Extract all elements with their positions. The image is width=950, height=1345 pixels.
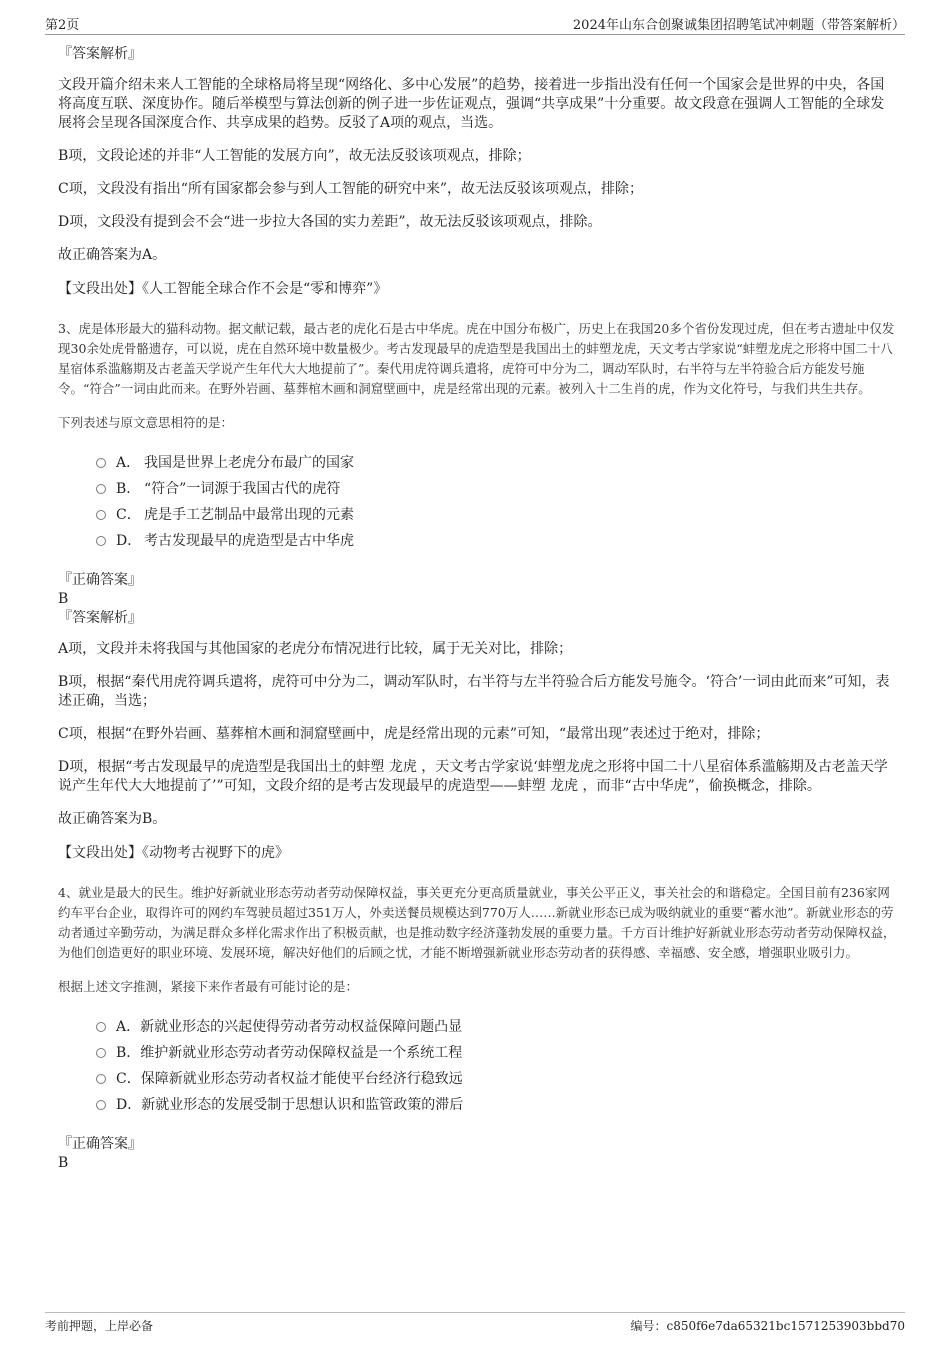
q2-analysis-paragraph: D项，文段没有提到会不会“进一步拉大各国的实力差距”，故无法反驳该项观点，排除。 (58, 214, 602, 230)
option-text: 我国是世界上老虎分布最广的国家 (144, 455, 354, 471)
option-letter: A． (116, 455, 141, 471)
radio-icon[interactable] (96, 458, 106, 468)
q3-analysis-paragraph: A项，文段并未将我国与其他国家的老虎分布情况进行比较，属于无关对比，排除； (58, 641, 573, 657)
page-footer (45, 1312, 905, 1338)
q3-analysis-paragraph: B项，根据“秦代用虎符调兵遣将，虎符可中分为二，调动军队时，右半符与左半符验合后方能发号施令。‘符合’一词由此而来”可知，表述正确，当选； (58, 674, 890, 709)
document-code: 编号：c850f6e7da65321bc1571253903bbd70 (630, 1319, 905, 1333)
q4-option-d[interactable] (96, 1095, 896, 1121)
q4-answer-label: 『正确答案』 (58, 1136, 142, 1152)
q4-stem: 4、就业是最大的民生。维护好新就业形态劳动者劳动保障权益，事关更充分更高质量就业，事关公平正义，事关社会的和谐稳定。全国目前有236家网约车平台企业，取得许可的网约车驾驶员超过351万人，外卖送餐员规模达到770万人……新就业形态已成为吸纳就业的重要“蓄水池”。新就业形态的劳动者通过辛勤劳动，为满足群众多样化需求作出了积极贡献，也是推动数字经济蓬勃发展的重要力量。千方百计维护好新就业形态劳动者劳动保障权益，为他们创造更好的职业环境、发展环境，解决好他们的后顾之忧，才能不断增强新就业形态劳动者的获得感、幸福感、安全感，增强职业吸引力。 (58, 885, 896, 960)
q4-options (96, 1017, 896, 1121)
option-text: 新就业形态的兴起使得劳动者劳动权益保障问题凸显 (140, 1019, 463, 1035)
option-letter: C． (116, 1071, 141, 1087)
radio-icon[interactable] (96, 1074, 106, 1084)
option-text: 新就业形态的发展受制于思想认识和监管政策的滞后 (141, 1097, 464, 1113)
option-letter: A． (116, 1019, 141, 1035)
option-text: 保障新就业形态劳动者权益才能使平台经济行稳致远 (140, 1071, 463, 1087)
q3-stem: 3、虎是体形最大的猫科动物。据文献记载，最古老的虎化石是古中华虎。虎在中国分布极广，历史上在我国20多个省份发现过虎，但在考古遗址中仅发现30余处虎骨骼遗存，可以说，虎在自然环境中数量极少。考古发现最早的虎造型是我国出土的蚌塑龙虎，天文考古学家说“蚌塑龙虎之形将中国二十八星宿体系滥觞期及古老盖天学说产生年代大大地提前了”。秦代用虎符调兵遣将，虎符可中分为二，调动军队时，右半符与左半符验合后方能发号施令。“符合”一词由此而来。在野外岩画、墓葬棺木画和洞窟壁画中，虎是经常出现的元素。被列入十二生肖的虎，作为文化符号，与我们共生共存。 (58, 321, 895, 396)
q3-analysis-label: 『答案解析』 (58, 610, 142, 626)
q2-source: 【文段出处】《人工智能全球合作不会是“零和博弈”》 (58, 281, 388, 297)
document-body (58, 44, 896, 1173)
option-text: “符合”一词源于我国古代的虎符 (144, 481, 341, 497)
radio-icon[interactable] (96, 1022, 106, 1032)
radio-icon[interactable] (96, 484, 106, 494)
q2-analysis-paragraph: 文段开篇介绍未来人工智能的全球格局将呈现“网络化、多中心发展”的趋势，接着进一步指出没有任何一个国家会是世界的中央，各国将高度互联、深度协作。随后举模型与算法创新的例子进一步佐证观点，强调“共享成果”十分重要。故文段意在强调人工智能的全球发展将会呈现各国深度合作、共享成果的趋势。反驳了A项的观点，当选。 (58, 77, 885, 131)
option-letter: B． (116, 481, 141, 497)
q2-analysis-paragraph: C项，文段没有指出“所有国家都会参与到人工智能的研究中来”，故无法反驳该项观点，排除； (58, 181, 644, 197)
document-title: 2024年山东合创聚诚集团招聘笔试冲刺题（带答案解析） (572, 18, 905, 33)
option-text: 考古发现最早的虎造型是古中华虎 (144, 533, 354, 549)
option-text: 维护新就业形态劳动者劳动保障权益是一个系统工程 (140, 1045, 463, 1061)
q3-option-d[interactable] (96, 531, 896, 557)
q4-option-c[interactable] (96, 1069, 896, 1095)
q3-analysis-paragraph: D项，根据“考古发现最早的虎造型是我国出土的蚌塑 龙虎 ，天文考古学家说‘蚌塑龙虎之形将中国二十八星宿体系滥觞期及古老盖天学说产生年代大大地提前了’”可知，文段介绍的是考古发现最早的虎造型——蚌塑 龙虎 ，而非“古中华虎”，偷换概念，排除。 (58, 759, 888, 794)
radio-icon[interactable] (96, 536, 106, 546)
page-number: 第2页 (45, 18, 80, 33)
option-letter: D． (116, 533, 142, 549)
q4-prompt: 根据上述文字推测，紧接下来作者最有可能讨论的是： (58, 979, 359, 994)
q2-analysis-paragraph: B项，文段论述的并非“人工智能的发展方向”，故无法反驳该项观点，排除； (58, 148, 531, 164)
radio-icon[interactable] (96, 1100, 106, 1110)
q3-answer: B (58, 591, 69, 607)
q2-analysis-label: 『答案解析』 (58, 46, 142, 62)
q3-prompt: 下列表述与原文意思相符的是： (58, 415, 234, 430)
q3-option-b[interactable] (96, 479, 896, 505)
q3-source: 【文段出处】《动物考古视野下的虎》 (58, 845, 289, 861)
q2-conclusion: 故正确答案为A。 (58, 247, 167, 263)
option-letter: D． (116, 1097, 142, 1113)
footer-slogan: 考前押题，上岸必备 (45, 1319, 154, 1333)
q4-option-b[interactable] (96, 1043, 896, 1069)
radio-icon[interactable] (96, 1048, 106, 1058)
option-letter: C． (116, 507, 141, 523)
q3-analysis-paragraph: C项，根据“在野外岩画、墓葬棺木画和洞窟壁画中，虎是经常出现的元素”可知，“最常出现”表述过于绝对，排除； (58, 726, 770, 742)
q3-options (96, 453, 896, 557)
q4-option-a[interactable] (96, 1017, 896, 1043)
page-header (45, 14, 905, 35)
q4-answer: B (58, 1155, 69, 1171)
radio-icon[interactable] (96, 510, 106, 520)
q3-conclusion: 故正确答案为B。 (58, 811, 167, 827)
q3-option-c[interactable] (96, 505, 896, 531)
q3-answer-label: 『正确答案』 (58, 572, 142, 588)
q3-option-a[interactable] (96, 453, 896, 479)
option-text: 虎是手工艺制品中最常出现的元素 (144, 507, 354, 523)
option-letter: B． (116, 1045, 141, 1061)
